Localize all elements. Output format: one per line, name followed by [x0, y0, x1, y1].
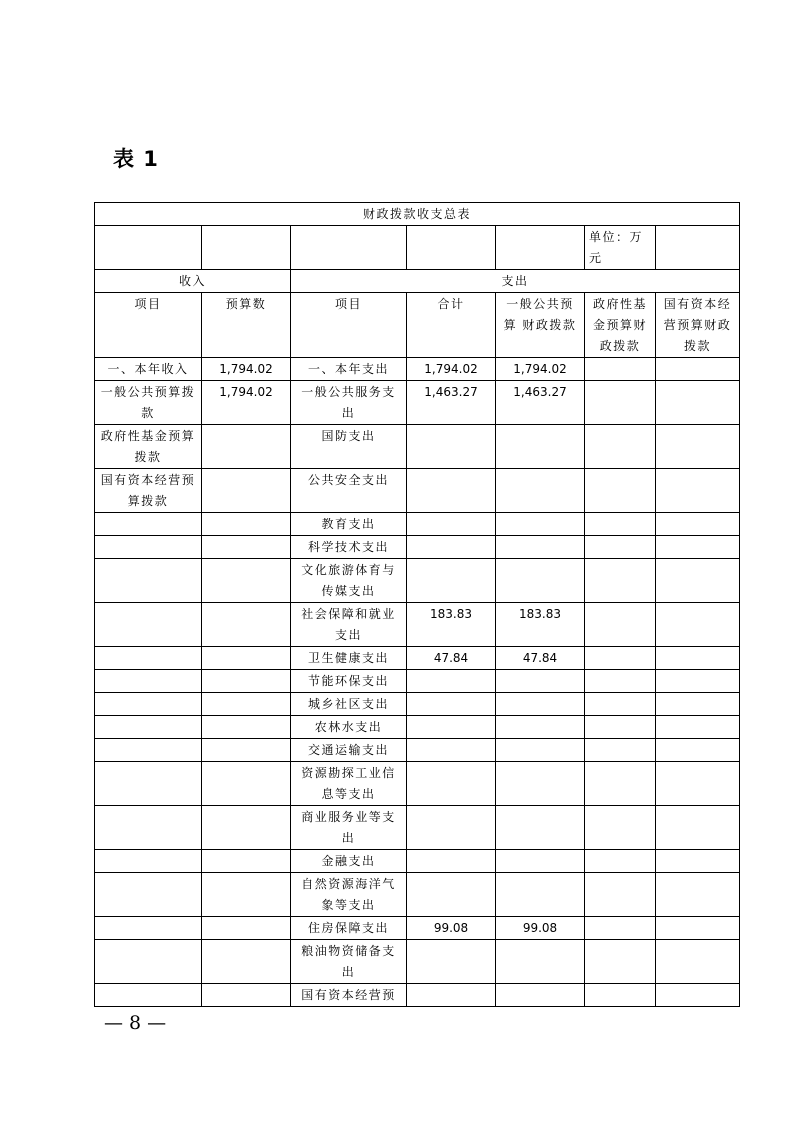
table-cell — [95, 806, 202, 850]
col-header-general-budget: 一般公共预算 财政拨款 — [496, 293, 585, 358]
table-cell — [407, 984, 496, 1007]
table-cell — [585, 984, 656, 1007]
col-header-capital-budget: 国有资本经营预算财政拨款 — [656, 293, 740, 358]
table-cell — [496, 716, 585, 739]
table-cell — [202, 559, 291, 603]
table-cell — [202, 716, 291, 739]
table-cell: 一、本年收入 — [95, 358, 202, 381]
table-cell — [95, 647, 202, 670]
table-cell: 城乡社区支出 — [291, 693, 407, 716]
table-cell: 1,794.02 — [407, 358, 496, 381]
table-cell — [202, 850, 291, 873]
table-cell — [202, 536, 291, 559]
col-header-total: 合计 — [407, 293, 496, 358]
table-row — [95, 940, 740, 984]
table-cell — [656, 469, 740, 513]
table-cell — [496, 739, 585, 762]
table-cell — [202, 469, 291, 513]
table-cell — [656, 603, 740, 647]
table-row — [95, 739, 740, 762]
table-cell — [95, 739, 202, 762]
table-cell — [407, 469, 496, 513]
table-cell — [95, 670, 202, 693]
table-cell — [656, 425, 740, 469]
table-cell — [656, 940, 740, 984]
table-row — [95, 716, 740, 739]
table-cell: 47.84 — [407, 647, 496, 670]
table-cell — [585, 358, 656, 381]
table-cell — [656, 716, 740, 739]
table-row — [95, 762, 740, 806]
table-cell — [496, 469, 585, 513]
table-cell — [95, 603, 202, 647]
empty-cell — [291, 226, 407, 270]
table-cell — [407, 873, 496, 917]
table-cell — [585, 762, 656, 806]
page-number: — 8 — — [104, 1012, 167, 1034]
table-cell: 粮油物资储备支出 — [291, 940, 407, 984]
table-cell — [585, 536, 656, 559]
col-header-income-item: 项目 — [95, 293, 202, 358]
table-cell: 183.83 — [407, 603, 496, 647]
table-cell — [585, 693, 656, 716]
table-cell: 国有资本经营预 — [291, 984, 407, 1007]
table-cell — [202, 873, 291, 917]
table-cell — [585, 739, 656, 762]
table-cell: 183.83 — [496, 603, 585, 647]
table-row — [95, 670, 740, 693]
table-cell — [585, 603, 656, 647]
table-cell — [585, 940, 656, 984]
table-cell: 政府性基金预算拨款 — [95, 425, 202, 469]
table-cell: 国有资本经营预算拨款 — [95, 469, 202, 513]
table-cell — [95, 536, 202, 559]
table-cell — [496, 670, 585, 693]
table-cell — [202, 806, 291, 850]
table-cell: 节能环保支出 — [291, 670, 407, 693]
table-cell — [656, 693, 740, 716]
table-cell — [407, 670, 496, 693]
table-row — [95, 381, 740, 425]
table-cell: 文化旅游体育与传媒支出 — [291, 559, 407, 603]
table-cell — [95, 693, 202, 716]
table-cell — [656, 670, 740, 693]
table-cell — [585, 381, 656, 425]
table-cell: 47.84 — [496, 647, 585, 670]
table-cell: 1,463.27 — [407, 381, 496, 425]
table-cell — [585, 647, 656, 670]
table-cell — [656, 513, 740, 536]
table-cell — [202, 670, 291, 693]
table-row — [95, 850, 740, 873]
table-cell — [407, 739, 496, 762]
table-cell — [407, 806, 496, 850]
table-row — [95, 647, 740, 670]
table-cell — [95, 559, 202, 603]
table-cell — [202, 762, 291, 806]
table-cell — [585, 425, 656, 469]
empty-cell — [95, 226, 202, 270]
table-cell — [656, 358, 740, 381]
table-cell — [656, 850, 740, 873]
table-row — [95, 358, 740, 381]
table-cell — [95, 984, 202, 1007]
table-cell: 国防支出 — [291, 425, 407, 469]
table-cell: 一、本年支出 — [291, 358, 407, 381]
table-cell — [496, 940, 585, 984]
table-row — [95, 693, 740, 716]
table-cell — [202, 984, 291, 1007]
table-cell: 1,794.02 — [496, 358, 585, 381]
table-row — [95, 806, 740, 850]
table-cell — [496, 873, 585, 917]
table-cell — [656, 873, 740, 917]
table-row — [95, 469, 740, 513]
table-cell — [585, 806, 656, 850]
table-cell — [496, 693, 585, 716]
table-cell — [585, 873, 656, 917]
table-cell — [656, 381, 740, 425]
table-cell — [585, 917, 656, 940]
table-cell — [585, 716, 656, 739]
table-cell — [407, 559, 496, 603]
table-cell: 农林水支出 — [291, 716, 407, 739]
table-cell — [656, 984, 740, 1007]
income-header: 收入 — [95, 270, 291, 293]
table-cell — [95, 716, 202, 739]
table-cell — [496, 806, 585, 850]
table-cell — [202, 425, 291, 469]
table-cell — [95, 850, 202, 873]
empty-cell — [496, 226, 585, 270]
table-cell — [407, 536, 496, 559]
table-row — [95, 559, 740, 603]
table-cell — [656, 647, 740, 670]
table-row — [95, 425, 740, 469]
table-cell — [656, 806, 740, 850]
table-cell — [496, 559, 585, 603]
table-cell: 1,463.27 — [496, 381, 585, 425]
table-cell — [202, 603, 291, 647]
table-cell: 商业服务业等支出 — [291, 806, 407, 850]
table-cell — [202, 739, 291, 762]
table-row — [95, 917, 740, 940]
table-cell: 资源勘探工业信息等支出 — [291, 762, 407, 806]
table-cell — [656, 536, 740, 559]
expense-header: 支出 — [291, 270, 740, 293]
table-cell: 住房保障支出 — [291, 917, 407, 940]
table-cell — [496, 425, 585, 469]
table-cell — [656, 917, 740, 940]
table-cell — [656, 762, 740, 806]
table-cell: 99.08 — [407, 917, 496, 940]
table-cell — [656, 559, 740, 603]
table-cell — [656, 739, 740, 762]
table-title: 财政拨款收支总表 — [95, 203, 740, 226]
table-cell: 一般公共服务支出 — [291, 381, 407, 425]
table-cell — [496, 513, 585, 536]
table-cell — [407, 513, 496, 536]
table-cell: 卫生健康支出 — [291, 647, 407, 670]
table-cell — [95, 940, 202, 984]
table-row — [95, 873, 740, 917]
table-cell: 教育支出 — [291, 513, 407, 536]
empty-cell — [202, 226, 291, 270]
table-cell: 1,794.02 — [202, 358, 291, 381]
unit-label: 单位：万元 — [585, 226, 656, 270]
col-header-expense-item: 项目 — [291, 293, 407, 358]
table-cell: 自然资源海洋气象等支出 — [291, 873, 407, 917]
table-cell — [585, 559, 656, 603]
table-cell: 公共安全支出 — [291, 469, 407, 513]
table-cell — [407, 850, 496, 873]
col-header-fund-budget: 政府性基金预算财政拨款 — [585, 293, 656, 358]
table-cell — [585, 850, 656, 873]
fiscal-summary-table — [94, 202, 740, 1007]
table-cell — [202, 693, 291, 716]
empty-cell — [656, 226, 740, 270]
table-cell — [585, 670, 656, 693]
table-cell — [407, 940, 496, 984]
table-cell — [496, 536, 585, 559]
table-cell — [407, 762, 496, 806]
table-row — [95, 536, 740, 559]
table-cell — [407, 716, 496, 739]
empty-cell — [407, 226, 496, 270]
table-cell — [496, 850, 585, 873]
table-cell — [202, 513, 291, 536]
table-cell — [202, 647, 291, 670]
table-row — [95, 603, 740, 647]
table-cell — [95, 762, 202, 806]
table-row — [95, 984, 740, 1007]
table-cell: 一般公共预算拨款 — [95, 381, 202, 425]
table-cell: 金融支出 — [291, 850, 407, 873]
table-cell — [202, 940, 291, 984]
table-cell: 科学技术支出 — [291, 536, 407, 559]
table-cell — [585, 469, 656, 513]
table-row — [95, 513, 740, 536]
table-label: 表 1 — [113, 147, 159, 171]
table-cell: 99.08 — [496, 917, 585, 940]
table-cell — [95, 513, 202, 536]
table-cell — [585, 513, 656, 536]
table-cell — [202, 917, 291, 940]
table-cell — [95, 873, 202, 917]
table-cell: 社会保障和就业支出 — [291, 603, 407, 647]
col-header-budget: 预算数 — [202, 293, 291, 358]
table-cell — [496, 984, 585, 1007]
table-cell: 交通运输支出 — [291, 739, 407, 762]
table-cell — [95, 917, 202, 940]
table-cell: 1,794.02 — [202, 381, 291, 425]
table-cell — [407, 425, 496, 469]
table-cell — [407, 693, 496, 716]
table-cell — [496, 762, 585, 806]
